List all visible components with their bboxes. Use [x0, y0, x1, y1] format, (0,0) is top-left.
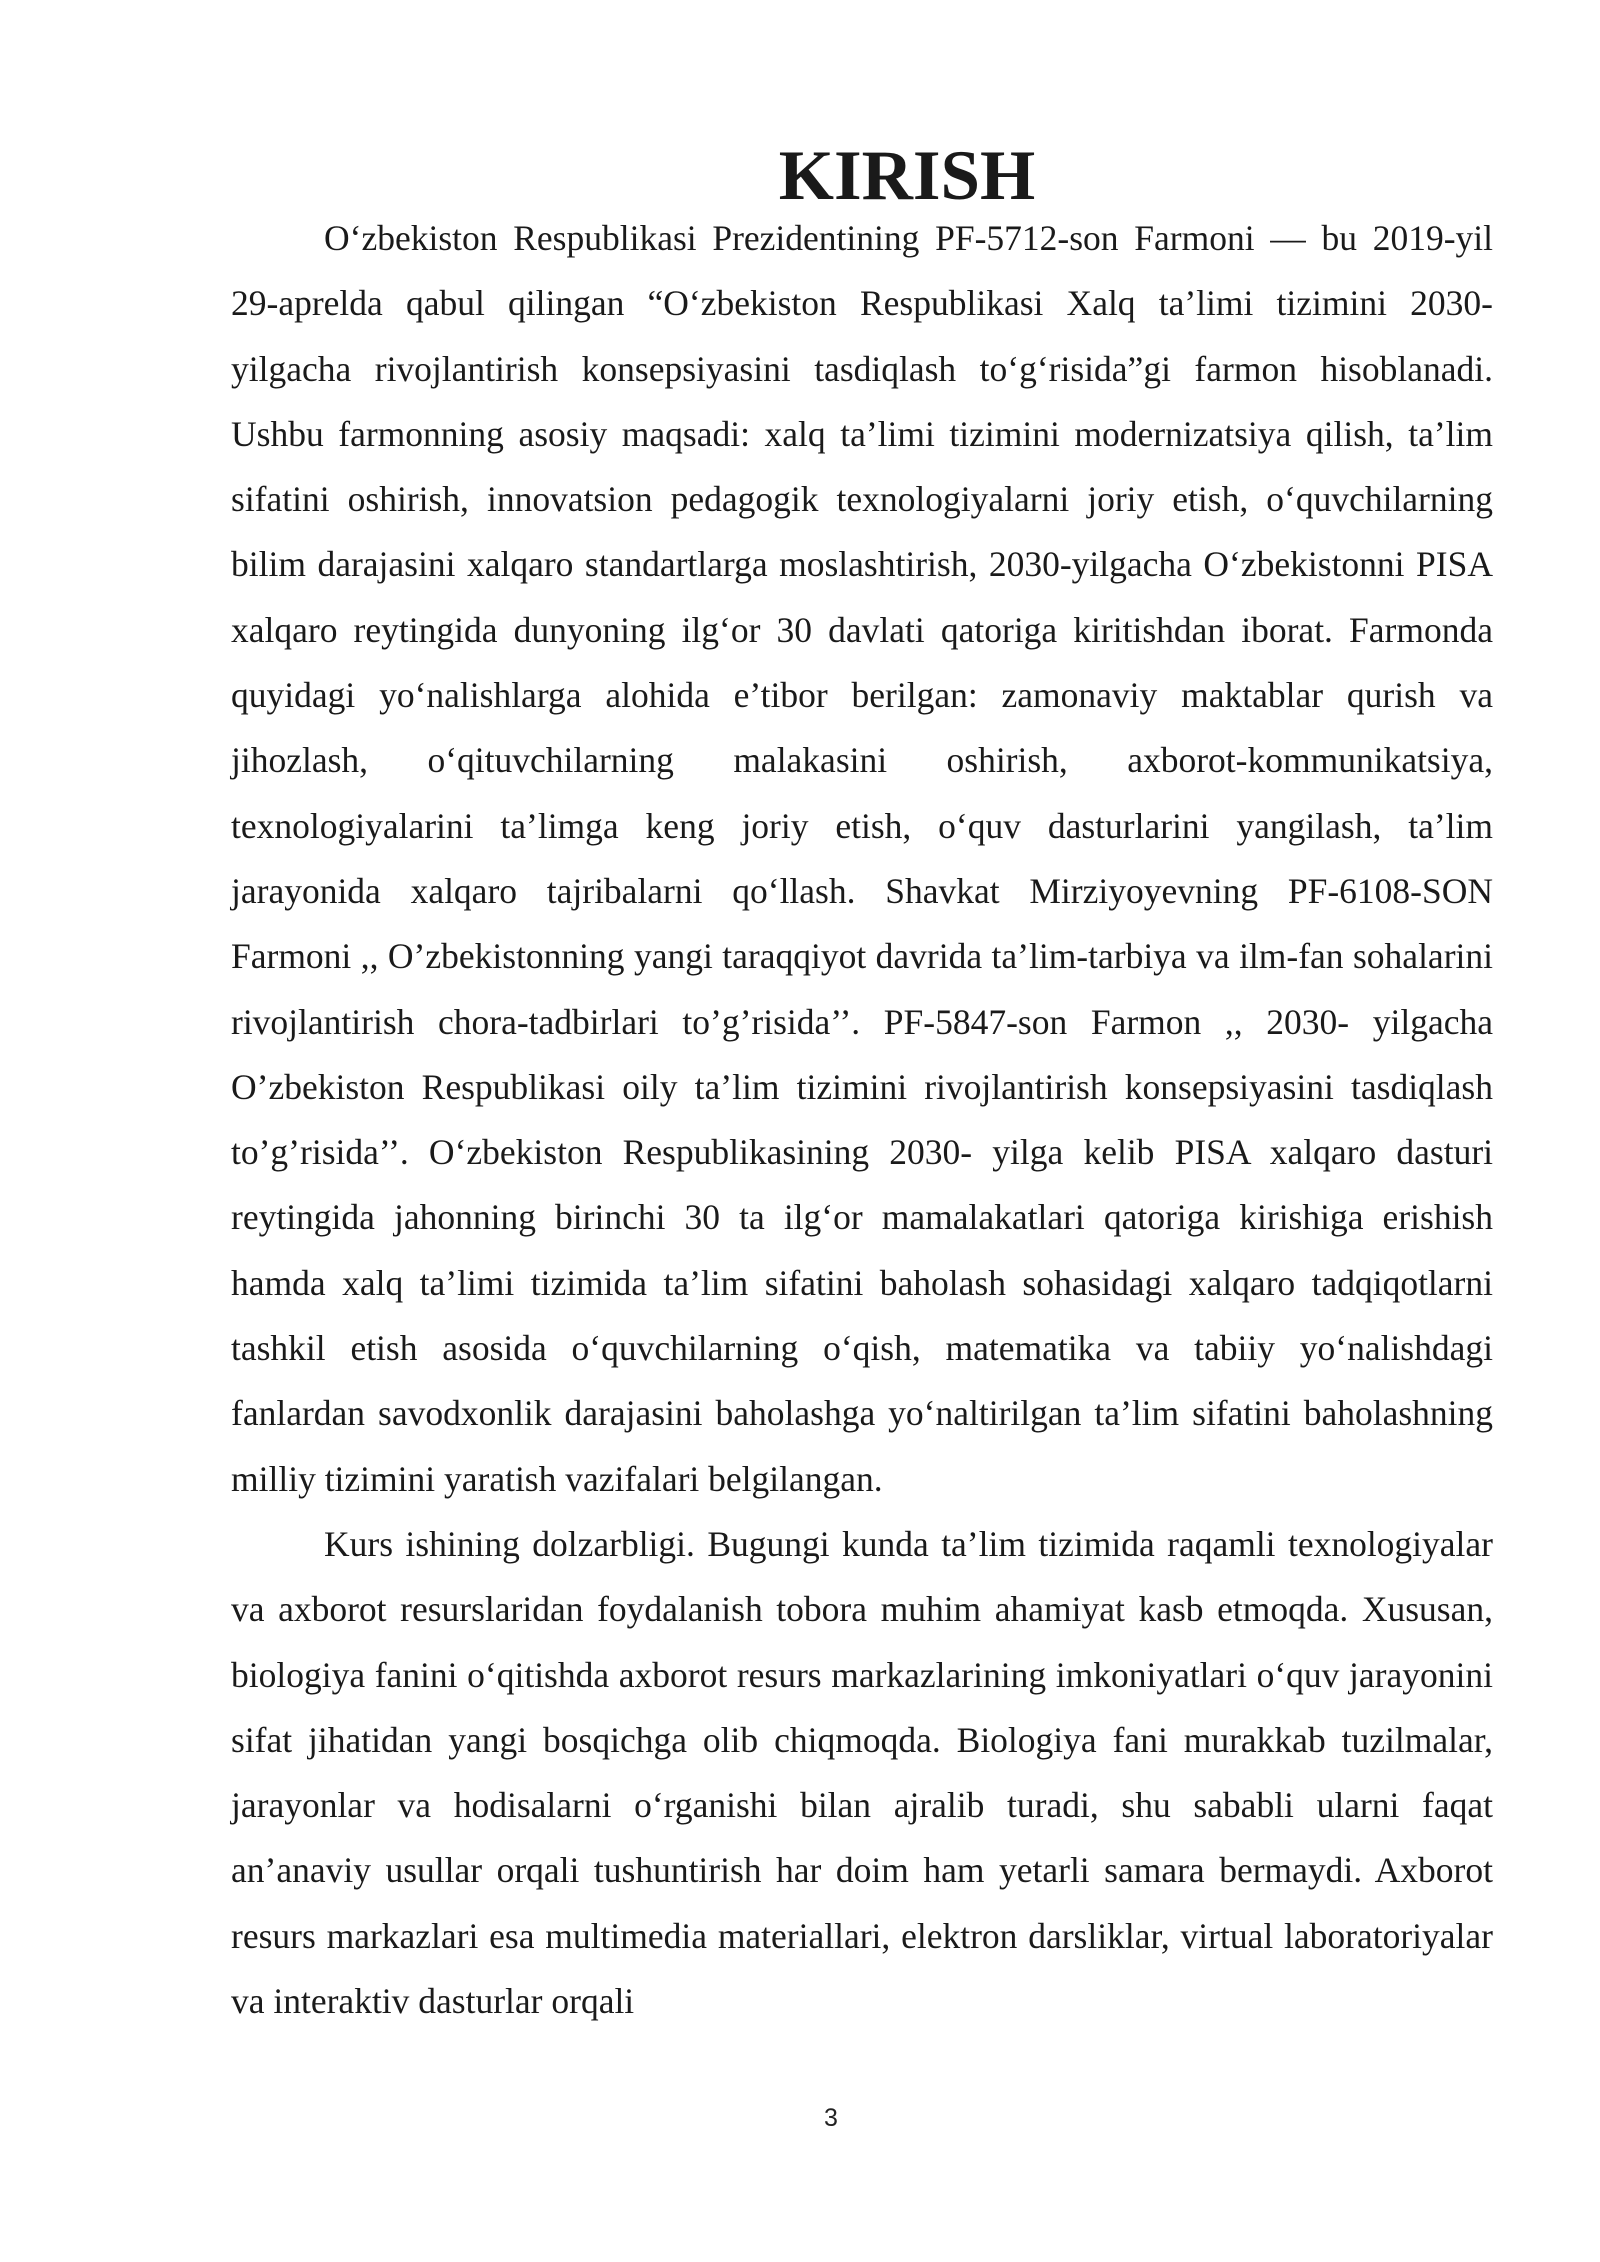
- paragraph-relevance: Kurs ishining dolzarbligi. Bugungi kunda ta’lim tizimida raqamli texnologiyalar va axborot resurslaridan foydalanish tobora muhim ahamiyat kasb etmoqda. Xususan, biologiya fanini o‘qitishda axborot resurs markazlarining imkoniyatlari o‘quv jarayonini sifat jihatidan yangi bosqichga olib chiqmoqda. Biologiya fani murakkab tuzilmalar, jarayonlar va hodisalarni o‘rganishi bilan ajralib turadi, shu sababli ularni faqat an’anaviy usullar orqali tushuntirish har doim ham yetarli samara bermaydi. Axborot resurs markazlari esa multimedia materiallari, elektron darsliklar, virtual laboratoriyalar va interaktiv dasturlar orqali: [231, 1523, 1493, 2022]
- page-content: [231, 137, 1493, 2034]
- section-heading: KIRISH: [778, 137, 1036, 215]
- paragraph-introduction: O‘zbekiston Respublikasi Prezidentining PF-5712-son Farmoni — bu 2019-yil 29-aprelda qabul qilingan “O‘zbekiston Respublikasi Xalq ta’limi tizimini 2030-yilgacha rivojlantirish konsepsiyasini tasdiqlash to‘g‘risida”gi farmon hisoblanadi. Ushbu farmonning asosiy maqsadi: xalq ta’limi tizimini modernizatsiya qilish, ta’lim sifatini oshirish, innovatsion pedagogik texnologiyalarni joriy etish, o‘quvchilarning bilim darajasini xalqaro standartlarga moslashtirish, 2030-yilgacha O‘zbekistonni PISA xalqaro reytingida dunyoning ilg‘or 30 davlati qatoriga kiritishdan iborat. Farmonda quyidagi yo‘nalishlarga alohida e’tibor berilgan: zamonaviy maktablar qurish va jihozlash, o‘qituvchilarning malakasini oshirish, axborot-kommunikatsiya, texnologiyalarini ta’limga keng joriy etish, o‘quv dasturlarini yangilash, ta’lim jarayonida xalqaro tajribalarni qo‘llash. Shavkat Mirziyoyevning PF-6108-SON Farmoni ,, O’zbekistonning yangi taraqqiyot davrida ta’lim-tarbiya va ilm-fan sohalarini rivojlantirish chora-tadbirlari to’g’risida’’. PF-5847-son Farmon ,, 2030- yilgacha O’zbekiston Respublikasi oily ta’lim tizimini rivojlantirish konsepsiyasini tasdiqlash to’g’risida’’. O‘zbekiston Respublikasining 2030- yilga kelib PISA xalqaro dasturi reytingida jahonning birinchi 30 ta ilg‘or mamalakatlari qatoriga kirishiga erishish hamda xalq ta’limi tizimida ta’lim sifatini baholash sohasidagi xalqaro tadqiqotlarni tashkil etish asosida o‘quvchilarning o‘qish, matematika va tabiiy yo‘nalishdagi fanlardan savodxonlik darajasini baholashga yo‘naltirilgan ta’lim sifatini baholashning milliy tizimini yaratish vazifalari belgilangan.: [231, 218, 1493, 1499]
- page-number: 3: [824, 2104, 838, 2132]
